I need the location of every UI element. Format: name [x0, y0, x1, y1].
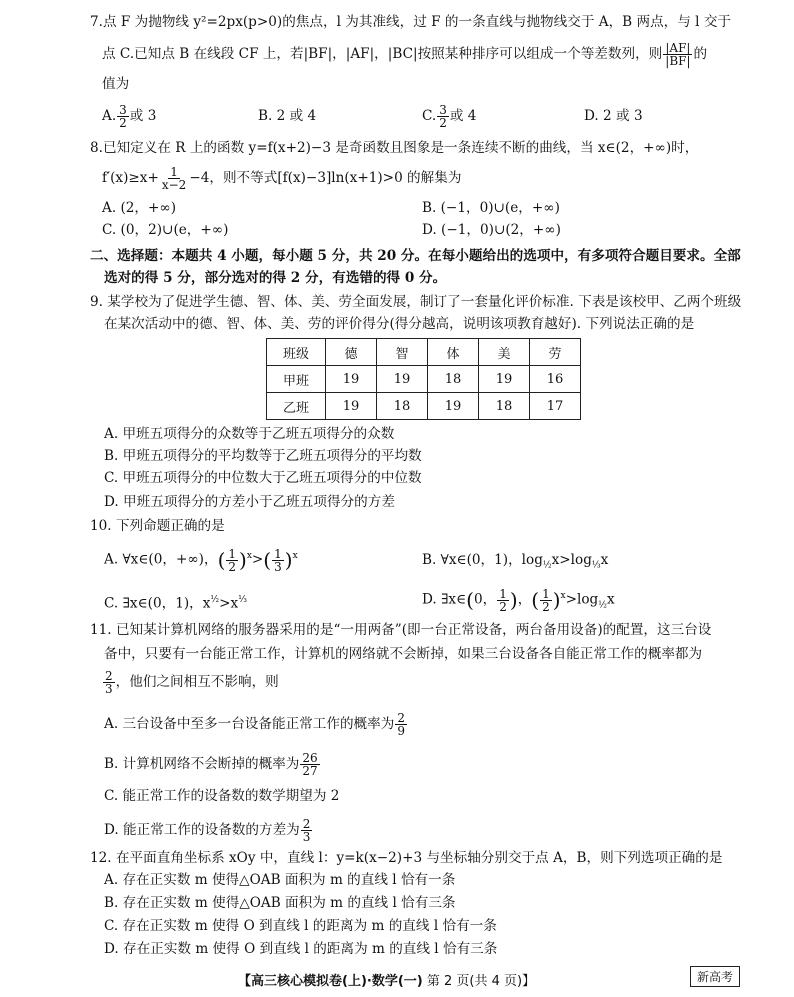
q10-a-frac1-den: 2	[228, 559, 237, 574]
q10-c-exp2: ⅓	[238, 595, 247, 605]
q9-option-b: B. 甲班五项得分的平均数等于乙班五项得分的平均数	[104, 448, 422, 464]
q10-d-frac-num: 1	[542, 586, 550, 601]
right-paren: )	[284, 548, 293, 573]
q10-a-frac1-num: 1	[228, 546, 237, 561]
edition-badge: 新高考	[690, 966, 740, 987]
q7-opt-a-den: 2	[119, 116, 127, 130]
q9-option-d: D. 甲班五项得分的方差小于乙班五项得分的方差	[104, 494, 395, 510]
score-table	[266, 338, 581, 420]
q10-d-int-left: 0，	[473, 591, 497, 608]
q7-ratio-den: |BF|	[665, 54, 691, 68]
q11-option-a	[104, 712, 408, 737]
q7-option-d: D. 2 或 3	[584, 108, 643, 124]
section2-heading-line2: 选对的得 5 分，部分选对的得 2 分，有选错的得 0 分。	[104, 270, 447, 286]
q11-opt-d-fraction	[301, 818, 313, 843]
table-cell: 19	[377, 366, 428, 393]
q10-b-text: B. ∀x∈(0，1)，log	[422, 552, 543, 568]
q11-option-d	[104, 818, 313, 843]
left-paren: (	[263, 548, 272, 573]
q7-opt-c-post: 或 4	[449, 108, 477, 124]
table-cell: 18	[479, 393, 530, 420]
q7-ratio-fraction	[663, 42, 692, 67]
q10-option-c	[104, 590, 247, 614]
q7-option-a	[102, 104, 156, 129]
table-cell: 甲班	[267, 366, 326, 393]
q7-line1: 7.点 F 为抛物线 y²=2px(p>0)的焦点，l 为其准线，过 F 的一条直线与抛物线交于 A，B 两点，与 l 交于	[90, 14, 732, 30]
q11-opt-b-num: 26	[302, 751, 318, 765]
q7-opt-c-fraction	[437, 104, 449, 129]
q8-fraction	[160, 166, 188, 191]
q8-line2-post: −4，则不等式[f(x)−3]ln(x+1)>0 的解集为	[189, 170, 462, 186]
q10-d-int-den: 2	[499, 599, 507, 614]
q10-b-mid: x>log	[551, 552, 592, 568]
q10-option-a	[104, 546, 298, 573]
q8-frac-den: x−2	[161, 178, 187, 192]
q11-prob-fraction	[103, 670, 115, 695]
table-header-cell: 德	[326, 339, 377, 366]
q7-line2-end: 的	[693, 46, 708, 62]
q12-option-d: D. 存在正实数 m 使得 O 到直线 l 的距离为 m 的直线 l 恰有三条	[104, 941, 498, 957]
q8-line2-pre: f′(x)≥x+	[102, 170, 159, 186]
q11-opt-a-den: 9	[397, 724, 405, 738]
q11-line1: 11. 已知某计算机网络的服务器采用的是“一用两备”(即一台正常设备，两台备用设备)的配置，这三台设	[90, 622, 712, 638]
q10-d-exp: x	[560, 591, 566, 601]
q11-opt-b-fraction	[300, 752, 319, 777]
q11-opt-d-den: 3	[302, 830, 311, 844]
q8-line2	[102, 166, 461, 191]
q9-option-c: C. 甲班五项得分的中位数大于乙班五项得分的中位数	[104, 470, 422, 486]
q7-line2-text: 点 C.已知点 B 在线段 CF 上，若|BF|，|AF|，|BC|按照某种排序可以组成一个等差数列，则	[102, 46, 663, 62]
table-cell: 19	[326, 366, 377, 393]
left-paren: (	[531, 588, 540, 613]
q7-opt-c-den: 2	[439, 116, 447, 130]
q10-a-exp2: x	[292, 551, 298, 561]
table-row	[267, 393, 581, 420]
q10-a-mid: >	[251, 551, 264, 568]
right-paren: )	[509, 588, 518, 613]
q10-option-d	[422, 586, 615, 615]
table-header-cell: 美	[479, 339, 530, 366]
q7-opt-a-num: 3	[119, 103, 127, 117]
table-header-cell: 体	[428, 339, 479, 366]
q12-line1: 12. 在平面直角坐标系 xOy 中，直线 l：y=k(x−2)+3 与坐标轴分别交于点 A，B，则下列选项正确的是	[90, 850, 723, 866]
left-paren: (	[217, 548, 226, 573]
q7-line3: 值为	[102, 76, 130, 92]
q8-option-b: B. (−1，0)∪(e，+∞)	[422, 200, 560, 216]
q8-option-d: D. (−1，0)∪(2，+∞)	[422, 222, 561, 238]
q10-c-mid: >x	[219, 595, 239, 612]
q11-option-b	[104, 752, 321, 777]
q9-line1: 9. 某学校为了促进学生德、智、体、美、劳全面发展，制订了一套量化评价标准. 下表是该校甲、乙两个班级	[90, 294, 742, 310]
q8-frac-num: 1	[170, 165, 178, 179]
q11-line3	[102, 670, 279, 695]
q10-a-frac2-num: 1	[274, 546, 282, 561]
q7-option-b: B. 2 或 4	[258, 108, 317, 124]
q9-option-a: A. 甲班五项得分的众数等于乙班五项得分的众数	[104, 426, 395, 442]
table-cell: 19	[428, 393, 479, 420]
q11-opt-a-num: 2	[397, 711, 405, 725]
q10-a-exp1: x	[246, 551, 252, 561]
q10-d-int-frac	[497, 588, 509, 613]
q10-d-pre: D. ∃x∈	[422, 591, 467, 608]
q8-option-a: A. (2，+∞)	[102, 200, 177, 216]
q9-line2: 在某次活动中的德、智、体、美、劳的评价得分(得分越高，说明该项教育越好). 下列说法正确的是	[104, 316, 695, 332]
q7-opt-c-label: C.	[422, 108, 437, 124]
q10-a-frac2	[272, 548, 284, 573]
q12-option-a: A. 存在正实数 m 使得△OAB 面积为 m 的直线 l 恰有一条	[104, 872, 456, 888]
q8-line1: 8.已知定义在 R 上的函数 y=f(x+2)−3 是奇函数且图象是一条连续不断的曲线，当 x∈(2，+∞)时，	[90, 140, 699, 156]
q12-option-c: C. 存在正实数 m 使得 O 到直线 l 的距离为 m 的直线 l 恰有一条	[104, 918, 497, 934]
table-cell: 16	[530, 366, 581, 393]
q10-d-end: x	[606, 591, 615, 608]
table-row	[267, 366, 581, 393]
q12-option-b: B. 存在正实数 m 使得△OAB 面积为 m 的直线 l 恰有三条	[104, 895, 456, 911]
q10-c-exp1: ½	[210, 595, 220, 605]
q7-opt-a-post: 或 3	[129, 108, 157, 124]
q10-a-frac2-den: 3	[274, 559, 282, 574]
table-cell: 乙班	[267, 393, 326, 420]
q7-opt-a-label: A.	[102, 108, 117, 124]
footer-page-number: 第 2 页(共 4 页)】	[426, 974, 536, 989]
q10-b-base2: ⅓	[591, 560, 601, 571]
q11-line3-post: ，他们之间相互不影响，则	[115, 674, 279, 690]
table-header-cell: 劳	[530, 339, 581, 366]
q11-option-c: C. 能正常工作的设备数的数学期望为 2	[104, 788, 340, 804]
section2-heading-line1: 二、选择题：本题共 4 小题，每小题 5 分，共 20 分。在每小题给出的选项中，有多项符合题目要求。全部	[90, 248, 741, 264]
table-header-cell: 班级	[267, 339, 326, 366]
q11-prob-den: 3	[105, 682, 113, 696]
q10-d-int-num: 1	[499, 586, 507, 601]
q10-a-pre: A. ∀x∈(0，+∞)，	[104, 551, 218, 568]
right-paren: )	[239, 548, 247, 573]
q11-opt-a-text: A. 三台设备中至多一台设备能正常工作的概率为	[104, 716, 395, 732]
q10-d-base: ½	[598, 600, 607, 611]
table-cell: 18	[428, 366, 479, 393]
table-header-cell: 智	[377, 339, 428, 366]
q11-prob-num: 2	[105, 669, 113, 683]
q7-opt-c-num: 3	[439, 103, 447, 117]
q11-opt-b-text: B. 计算机网络不会断掉的概率为	[104, 756, 300, 772]
table-cell: 19	[479, 366, 530, 393]
q7-opt-a-fraction	[117, 104, 129, 129]
q7-line2	[102, 42, 707, 67]
q7-option-c	[422, 104, 476, 129]
q7-ratio-num: |AF|	[665, 41, 691, 55]
q10-d-comma: ，	[517, 591, 532, 608]
q11-line2: 备中，只要有一台能正常工作，计算机的网络就不会断掉，如果三台设备各自能正常工作的概率都为	[104, 646, 703, 662]
q10-d-post: >log	[565, 591, 599, 608]
table-cell: 18	[377, 393, 428, 420]
q11-opt-d-text: D. 能正常工作的设备数的方差为	[104, 822, 300, 838]
left-paren: (	[466, 588, 474, 613]
q10-d-frac	[540, 588, 552, 613]
q10-a-frac1	[226, 548, 238, 573]
q10-c-text: C. ∃x∈(0，1)，x	[104, 595, 211, 612]
table-cell: 17	[530, 393, 581, 420]
q11-opt-a-fraction	[395, 712, 407, 737]
q10-stem: 10. 下列命题正确的是	[90, 518, 225, 534]
page-footer	[238, 970, 535, 989]
q8-option-c: C. (0，2)∪(e，+∞)	[102, 222, 229, 238]
score-table-header-row	[267, 339, 581, 366]
q10-d-frac-den: 2	[542, 599, 550, 614]
q10-option-b	[422, 550, 608, 576]
q11-opt-d-num: 2	[302, 817, 311, 831]
footer-title: 【高三核心模拟卷(上)·数学(一)	[238, 974, 423, 989]
q10-b-base1: ½	[542, 560, 552, 571]
q10-b-end: x	[600, 552, 609, 568]
q11-opt-b-den: 27	[302, 764, 318, 778]
table-cell: 19	[326, 393, 377, 420]
right-paren: )	[552, 588, 561, 613]
